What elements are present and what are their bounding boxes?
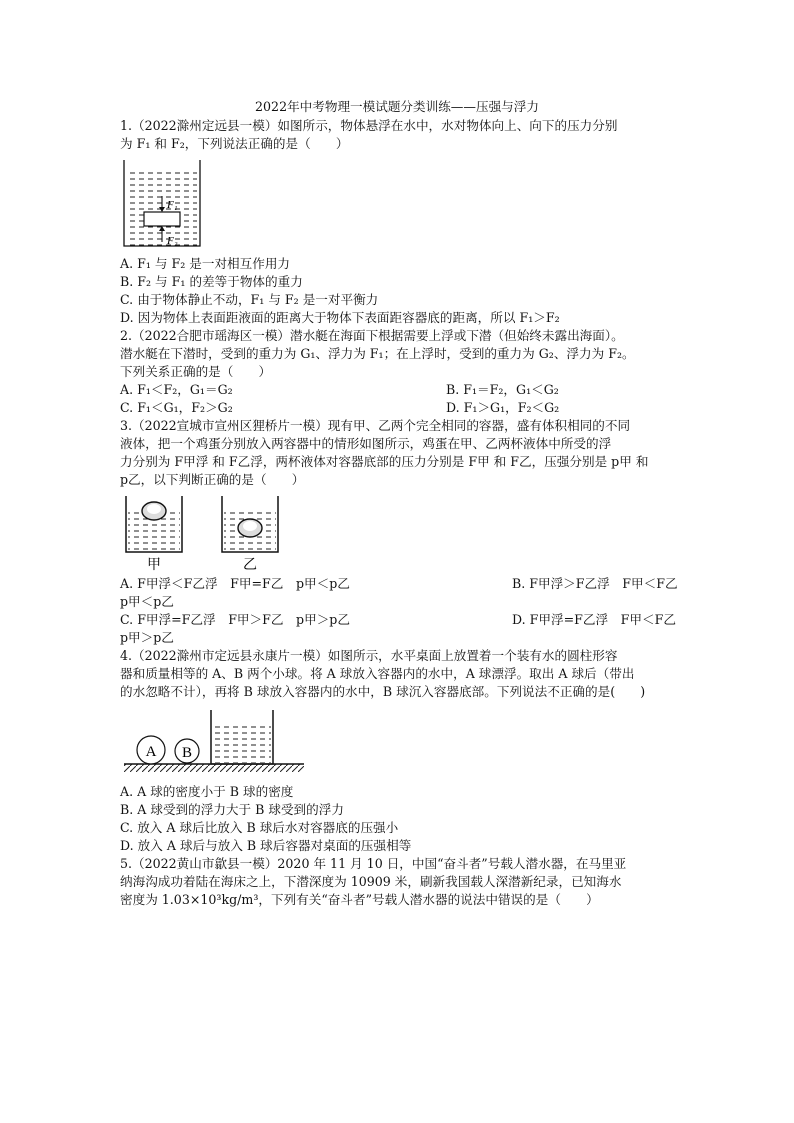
q4-table-figure xyxy=(124,706,306,774)
q1-option-a: A. F₁ 与 F₂ 是一对相互作用力 xyxy=(120,256,291,271)
q4-line-3: 的水忽略不计），再将 B 球放入容器内的水中，B 球沉入容器底部。下列说法不正确的是( ) xyxy=(120,684,646,699)
q4-option-b: B. A 球受到的浮力大于 B 球受到的浮力 xyxy=(120,802,344,817)
q5-line-2: 纳海沟成功着陆在海床之上，下潜深度为 10909 米，刷新我国载人深潜新纪录，已知海水 xyxy=(120,874,622,889)
q2-line-3: 下列关系正确的是（ ） xyxy=(120,364,272,379)
q3-option-c-cont: p甲＞p乙 xyxy=(120,630,174,645)
q3-line-1: 3.（2022宣城市宣州区狸桥片一模）现有甲、乙两个完全相同的容器，盛有体积相同的不同 xyxy=(120,418,631,433)
q3-option-a: A. F甲浮＜F乙浮 F甲=F乙 p甲＜p乙 xyxy=(120,576,350,591)
q1-option-b: B. F₂ 与 F₁ 的差等于物体的重力 xyxy=(120,274,303,289)
q3-option-a-cont: p甲＜p乙 xyxy=(120,594,174,609)
q3-line-2: 液体，把一个鸡蛋分别放入两容器中的情形如图所示，鸡蛋在甲、乙两杯液体中所受的浮 xyxy=(120,436,612,451)
q4-line-1: 4.（2022滁州市定远县永康片一模）如图所示，水平桌面上放置着一个装有水的圆柱形容 xyxy=(120,648,618,663)
q3-cup-yi-figure xyxy=(220,492,280,572)
q2-line-2: 潜水艇在下潜时，受到的重力为 G₁、浮力为 F₁；在上浮时，受到的重力为 G₂、浮力为 F₂。 xyxy=(120,346,635,361)
q3-jia-egg-highlight xyxy=(147,504,161,514)
q1-option-c: C. 由于物体静止不动，F₁ 与 F₂ 是一对平衡力 xyxy=(120,292,379,307)
q4-option-a: A. A 球的密度小于 B 球的密度 xyxy=(120,784,294,799)
q5-line-1: 5.（2022黄山市歙县一模）2020 年 11 月 10 日，中国“奋斗者”号载人潜水器，在马里亚 xyxy=(120,856,627,871)
q3-option-d: D. F甲浮=F乙浮 F甲＜F乙 xyxy=(512,612,676,627)
q4-option-d: D. 放入 A 球后与放入 B 球后容器对桌面的压强相等 xyxy=(120,838,412,853)
q4-option-c: C. 放入 A 球后比放入 B 球后水对容器底的压强小 xyxy=(120,820,399,835)
q5-line-3: 密度为 1.03×10³kg/m³，下列有关“奋斗者”号载人潜水器的说法中错误的是（ ） xyxy=(120,892,599,907)
q3-yi-label: 乙 xyxy=(243,557,257,572)
q2-option-c: C. F₁＜G₁，F₂＞G₂ xyxy=(120,400,233,415)
q2-line-1: 2.（2022合肥市瑶海区一模）潜水艇在海面下根据需要上浮或下潜（但始终未露出海面）。 xyxy=(120,328,624,343)
q1-line-1: 1.（2022滁州定远县一模）如图所示，物体悬浮在水中，水对物体向上、向下的压力分别 xyxy=(120,118,618,133)
q3-line-3: 力分别为 F甲浮 和 F乙浮，两杯液体对容器底部的压力分别是 F甲 和 F乙，压强分别是 p甲 和 xyxy=(120,454,649,469)
q1-label-f2: F₂ xyxy=(167,235,178,247)
q1-option-d: D. 因为物体上表面距液面的距离大于物体下表面距容器底的距离，所以 F₁＞F₂ xyxy=(120,310,560,325)
q3-option-b: B. F甲浮＞F乙浮 F甲＜F乙 xyxy=(512,576,678,591)
page-title: 2022年中考物理一模试题分类训练——压强与浮力 xyxy=(255,99,539,114)
q3-line-4: p乙，以下判断正确的是（ ） xyxy=(120,472,305,487)
q2-option-d: D. F₁＞G₁，F₂＜G₂ xyxy=(446,400,560,415)
q3-jia-label: 甲 xyxy=(147,557,161,572)
q1-label-f1: F₁ xyxy=(167,199,178,211)
q1-line-2: 为 F₁ 和 F₂，下列说法正确的是（ ） xyxy=(120,136,349,151)
q4-ball-a-label: A xyxy=(145,744,157,760)
q2-option-b: B. F₁＝F₂，G₁＜G₂ xyxy=(446,382,559,397)
q1-object xyxy=(144,212,180,226)
q3-option-c: C. F甲浮=F乙浮 F甲＞F乙 p甲＞p乙 xyxy=(120,612,350,627)
q2-option-a: A. F₁＜F₂，G₁＝G₂ xyxy=(120,382,233,397)
q1-beaker-figure xyxy=(120,158,204,250)
q4-water xyxy=(213,726,271,763)
q3-cup-jia-figure xyxy=(124,492,184,572)
q3-yi-egg-highlight xyxy=(243,521,257,531)
q4-ball-b-label: B xyxy=(181,745,193,761)
q4-table-hatch xyxy=(124,764,304,772)
q4-line-2: 器和质量相等的 A、B 两个小球。将 A 球放入容器内的水中，A 球漂浮。取出 A 球后（带出 xyxy=(120,666,635,681)
